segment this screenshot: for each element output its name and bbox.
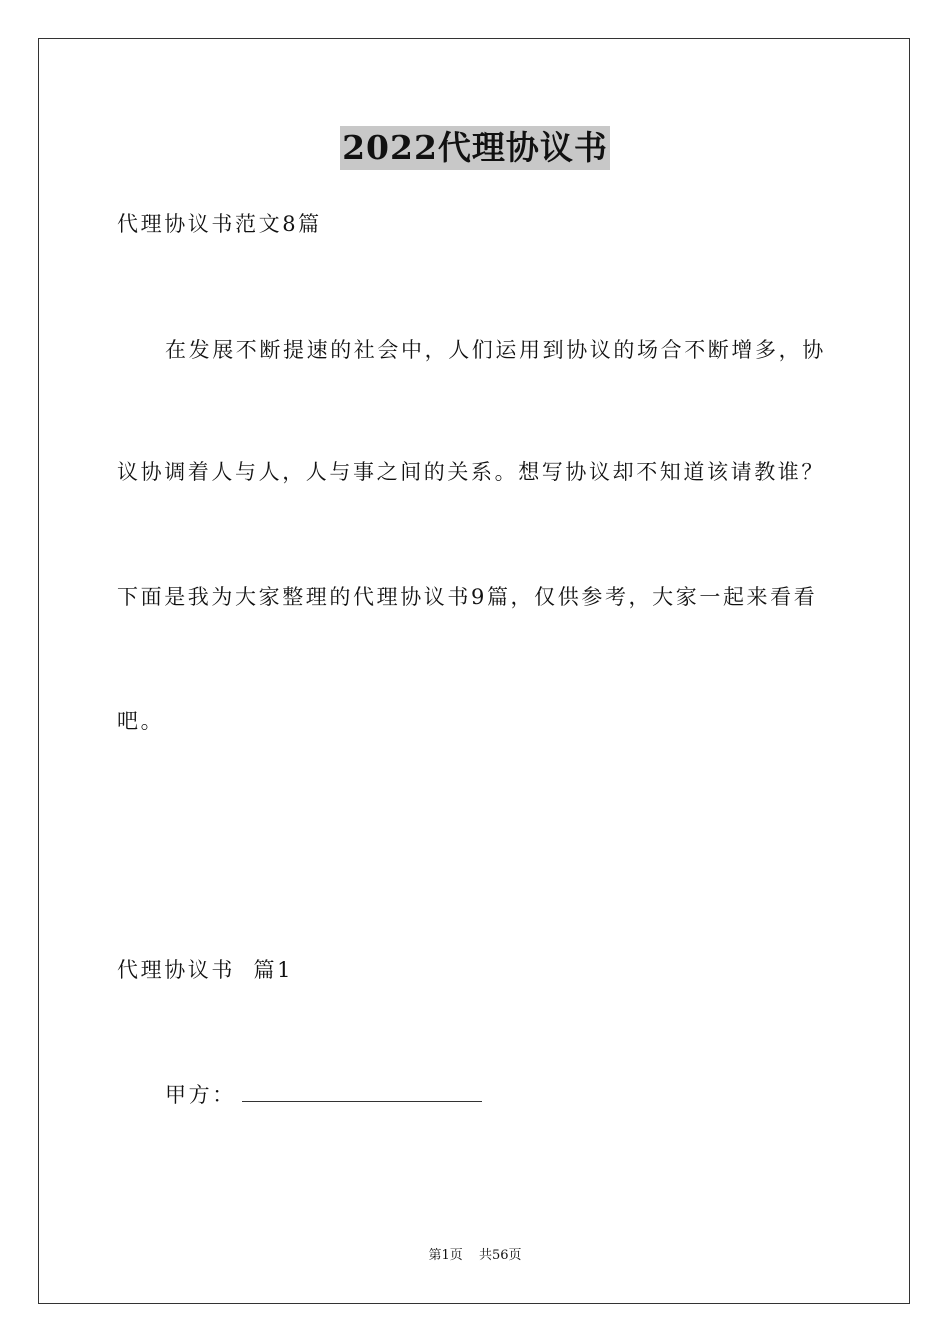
page-footer: [0, 1246, 950, 1266]
paragraph-line: 吧。: [117, 709, 165, 733]
title-container: [0, 126, 950, 170]
paragraph-line: 在发展不断提速的社会中，人们运用到协议的场合不断增多，协: [165, 338, 826, 362]
page-number-total: 共56页: [478, 1248, 522, 1263]
party-a-blank-line: [242, 1081, 482, 1102]
paragraph-line: 下面是我为大家整理的代理协议书9篇，仅供参考，大家一起来看看: [117, 585, 818, 609]
document-subtitle: 代理协议书范文8篇: [117, 212, 322, 236]
page-number-current: 第1页: [428, 1248, 463, 1263]
paragraph-line: 议协调着人与人，人与事之间的关系。想写协议却不知道该请教谁？: [117, 460, 825, 484]
party-a-label: 甲方：: [165, 1083, 236, 1107]
section-heading: 代理协议书 篇1: [117, 958, 294, 982]
document-title: 2022代理协议书: [340, 126, 610, 170]
party-a-row: [165, 1080, 482, 1110]
